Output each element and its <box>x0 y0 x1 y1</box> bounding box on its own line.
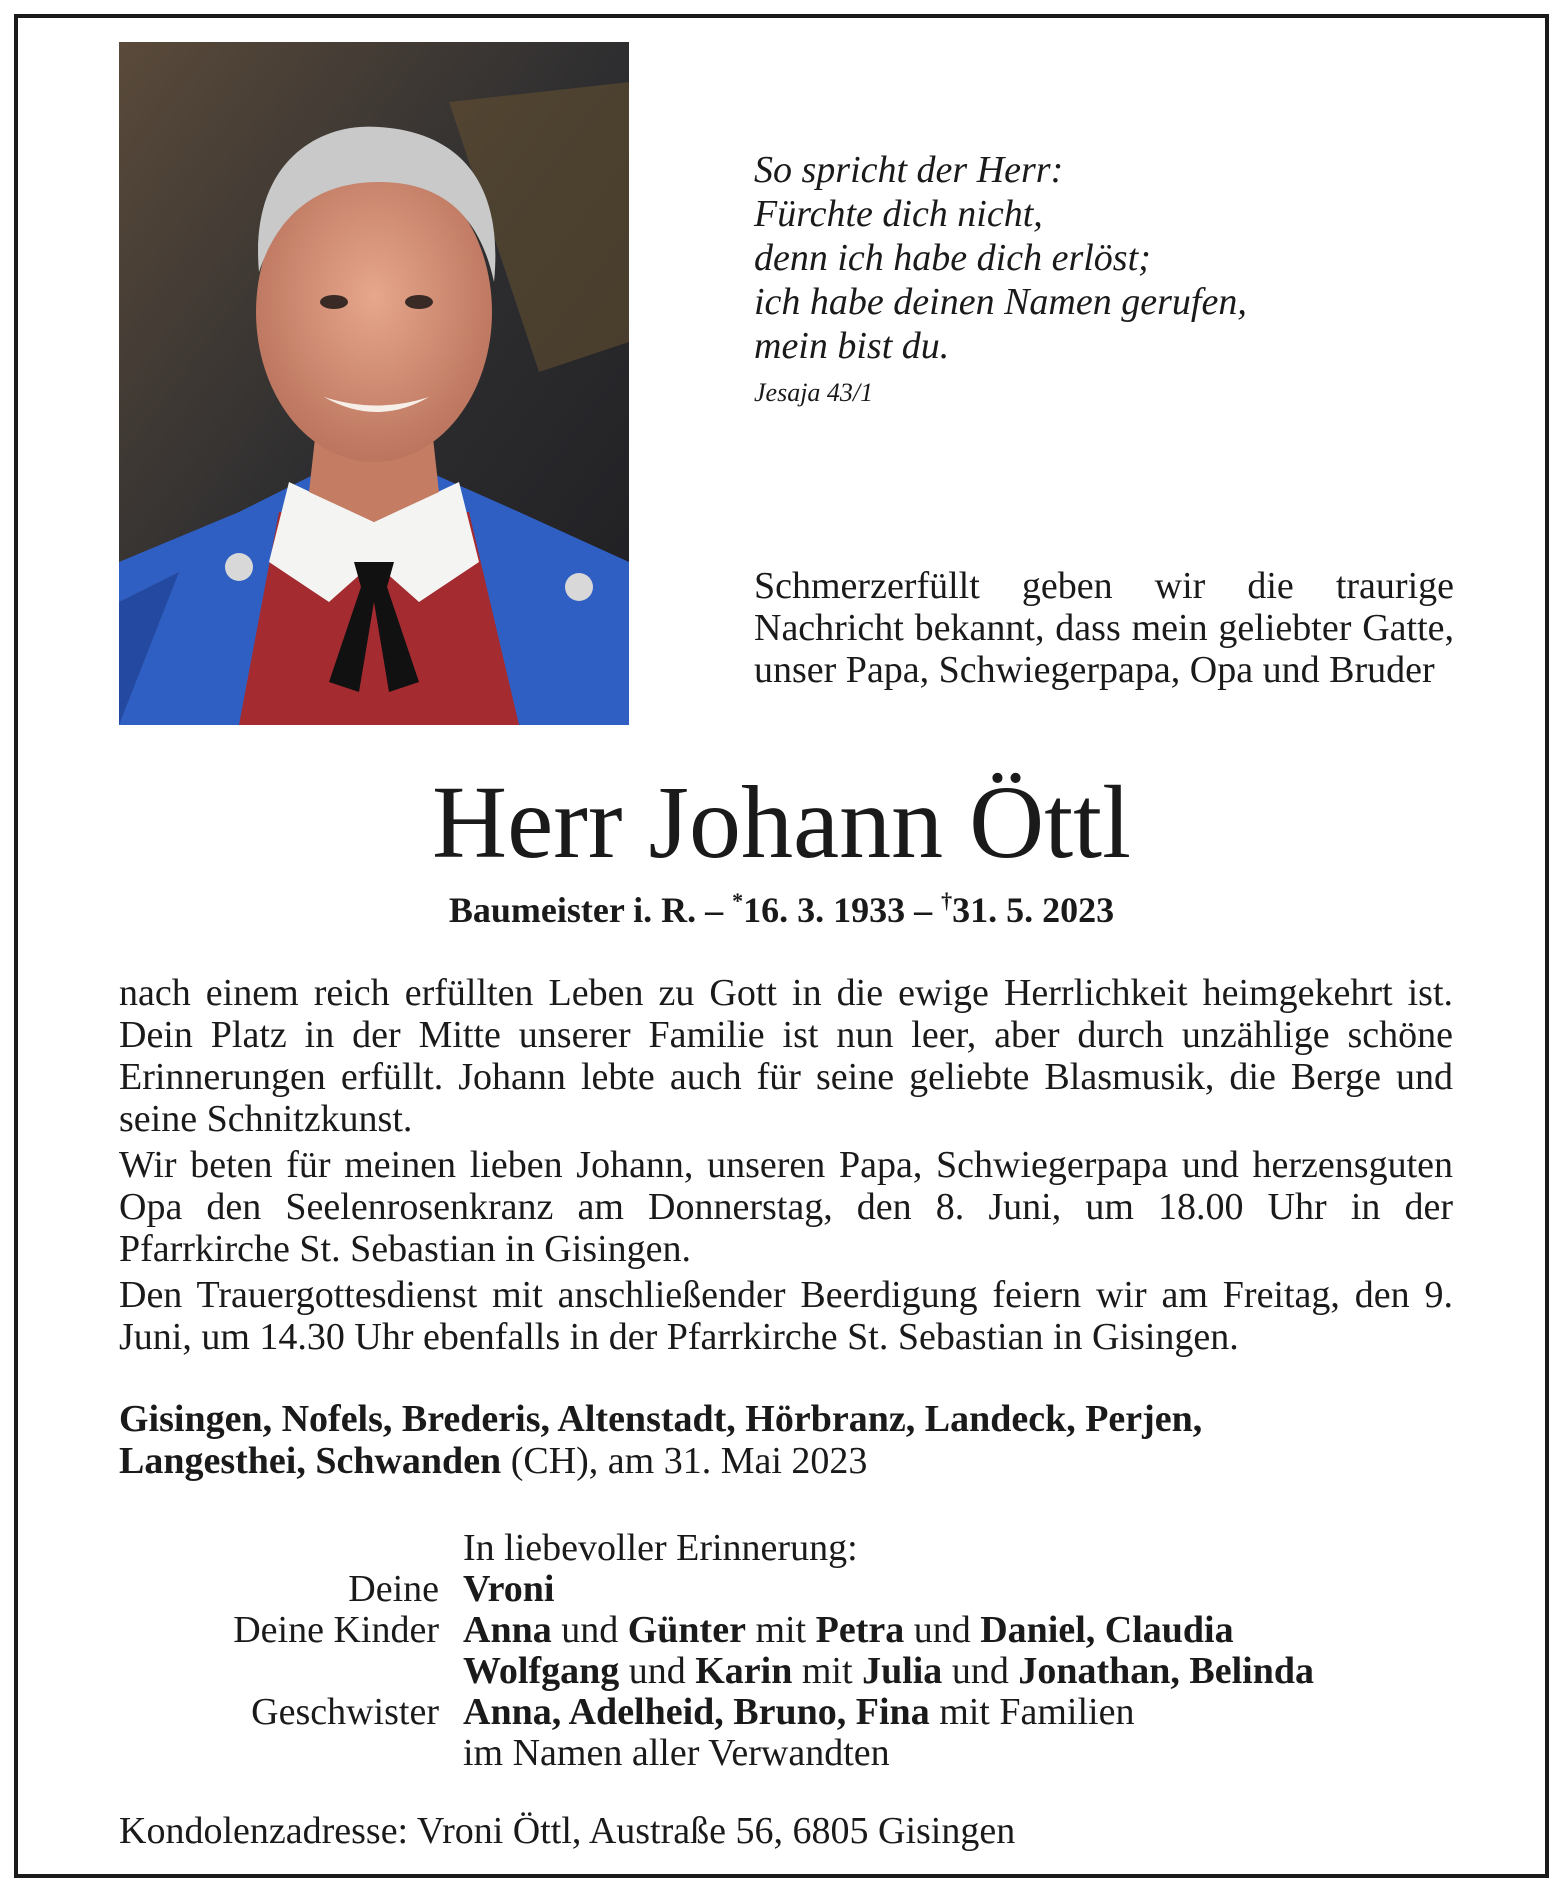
siblings-rest: mit Familien <box>929 1691 1135 1733</box>
spouse-label: Deine <box>348 1568 439 1610</box>
obituary-body <box>119 972 1453 1362</box>
spouse-name: Vroni <box>463 1568 555 1610</box>
obituary-card <box>14 14 1549 1878</box>
death-date: 31. 5. 2023 <box>952 890 1115 930</box>
verse-line: denn ich habe dich erlöst; <box>754 237 1151 279</box>
intro-text: Schmerzerfüllt geben wir die traurige Nachricht bekannt, dass mein geliebter Gatte, unser Papa, Schwiegerpapa, Opa und Bruder <box>754 565 1454 691</box>
body-paragraph: Den Trauergottesdienst mit anschließender Beerdigung feiern wir am Freitag, den 9. Juni, um 14.30 Uhr ebenfalls in der Pfarrkirche St. Sebastian in Gisingen. <box>119 1274 1453 1358</box>
verse-line: mein bist du. <box>754 325 950 367</box>
portrait-photo <box>119 42 629 725</box>
deceased-title-dates <box>18 888 1545 932</box>
portrait-illustration <box>119 42 629 725</box>
separator: – <box>914 890 933 930</box>
places-date <box>119 1398 1453 1482</box>
deceased-name: Herr Johann Öttl <box>432 765 1131 880</box>
mourners-list <box>119 1528 1453 1774</box>
death-symbol: † <box>941 888 953 913</box>
birth-date: 16. 3. 1933 <box>743 890 906 930</box>
verse-line: So spricht der Herr: <box>754 149 1064 191</box>
verse-line: Fürchte dich nicht, <box>754 193 1043 235</box>
verse-reference: Jesaja 43/1 <box>754 378 874 407</box>
places-date-text: (CH), am 31. Mai 2023 <box>501 1440 868 1482</box>
birth-symbol: * <box>732 888 744 913</box>
children-line: Wolfgang und Karin mit Julia und Jonathan, Belinda <box>463 1650 1314 1692</box>
separator: – <box>705 890 724 930</box>
siblings-label: Geschwister <box>251 1691 439 1733</box>
children-label: Deine Kinder <box>233 1609 439 1651</box>
bible-verse <box>754 148 1454 408</box>
siblings-names: Anna, Adelheid, Bruno, Fina <box>463 1691 930 1733</box>
body-paragraph: Wir beten für meinen lieben Johann, unseren Papa, Schwiegerpapa und herzensguten Opa den Seelenrosenkranz am Donnerstag, den 8. Juni, um 18.00 Uhr in der Pfarrkirche St. Sebastian in Gisingen. <box>119 1144 1453 1270</box>
mourners-heading: In liebevoller Erinnerung: <box>463 1527 858 1569</box>
places-line-bold: Langesthei, Schwanden <box>119 1440 502 1482</box>
verse-line: ich habe deinen Namen gerufen, <box>754 281 1247 323</box>
relatives-line: im Namen aller Verwandten <box>463 1732 890 1774</box>
deceased-title: Baumeister i. R. <box>448 890 697 930</box>
children-line: Anna und Günter mit Petra und Daniel, Claudia <box>463 1609 1234 1651</box>
places-line: Gisingen, Nofels, Brederis, Altenstadt, Hörbranz, Landeck, Perjen, <box>119 1398 1203 1440</box>
body-paragraph: nach einem reich erfüllten Leben zu Gott in die ewige Herrlichkeit heimgekehrt ist. Dein Platz in der Mitte unserer Familie ist nun leer, aber durch unzählige schöne Erinnerungen erfüllt. Johann lebte auch für seine geliebte Blasmusik, die Berge und seine Schnitzkunst. <box>119 972 1453 1140</box>
condolence-address: Kondolenzadresse: Vroni Öttl, Austraße 56, 6805 Gisingen <box>119 1810 1016 1852</box>
